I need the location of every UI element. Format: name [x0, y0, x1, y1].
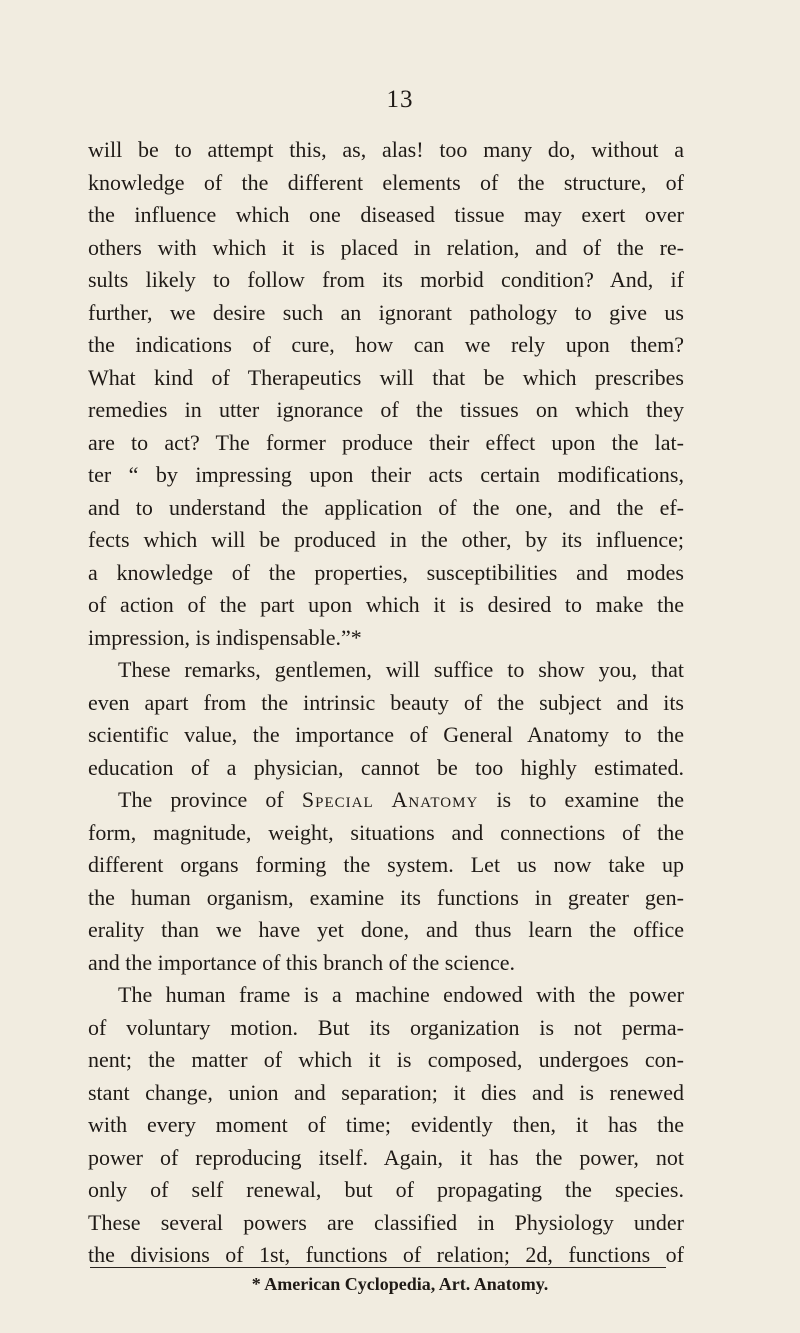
- text-line: fects which will be produced in the other, by its influence;: [88, 527, 684, 552]
- text-line: form, magnitude, weight, situations and connections of the: [88, 819, 684, 845]
- text-line: sults likely to follow from its morbid condition? And, if: [88, 267, 684, 292]
- text-line: stant change, union and separation; it dies and is renewed: [88, 1079, 684, 1105]
- page-number: 13: [386, 86, 414, 113]
- text-line: of action of the part upon which it is desired to make the: [88, 592, 684, 617]
- text-line: a knowledge of the properties, susceptibilities and modes: [88, 559, 684, 585]
- text-line: education of a physician, cannot be too highly estimated.: [88, 754, 684, 780]
- text-fragment: The province of: [118, 787, 284, 812]
- text-line: will be to attempt this, as, alas! too many do, without a: [88, 137, 684, 162]
- text-line: the indications of cure, how can we rely upon them?: [88, 332, 684, 357]
- text-line: These remarks, gentlemen, will suffice to show you, that: [118, 657, 684, 682]
- text-line: others with which it is placed in relation, and of the re-: [88, 234, 684, 260]
- text-line: remedies in utter ignorance of the tissues on which they: [88, 397, 684, 422]
- text-line: only of self renewal, but of propagating the species.: [88, 1177, 684, 1202]
- text-line: the divisions of 1st, functions of relation; 2d, functions of: [88, 1242, 684, 1267]
- text-line: knowledge of the different elements of the structure, of: [88, 169, 684, 195]
- text-line: The human frame is a machine endowed with the power: [118, 982, 684, 1007]
- text-line: These several powers are classified in Physiology under: [88, 1209, 684, 1235]
- text-line: with every moment of time; evidently then, it has the: [88, 1112, 684, 1137]
- text-line: and the importance of this branch of the science.: [88, 949, 516, 975]
- special-anatomy-term: Special Anatomy: [301, 787, 479, 812]
- text-line: different organs forming the system. Let us now take up: [88, 852, 684, 877]
- text-line: the human organism, examine its functions in greater gen-: [88, 884, 684, 910]
- text-line: even apart from the intrinsic beauty of the subject and its: [88, 689, 684, 715]
- text-line-province: [88, 784, 684, 817]
- text-line: power of reproducing itself. Again, it has the power, not: [88, 1144, 684, 1170]
- text-line: nent; the matter of which it is composed, undergoes con-: [88, 1047, 684, 1072]
- body-text: [88, 134, 684, 1272]
- text-line: and to understand the application of the one, and the ef-: [88, 494, 684, 520]
- text-fragment: is to examine the: [496, 787, 684, 812]
- text-line: further, we desire such an ignorant pathology to give us: [88, 299, 684, 325]
- footnote: * American Cyclopedia, Art. Anatomy.: [251, 1274, 549, 1294]
- text-line: the influence which one diseased tissue may exert over: [88, 202, 684, 227]
- text-line: ter “ by impressing upon their acts certain modifications,: [88, 462, 684, 487]
- text-line: impression, is indispensable.”*: [88, 624, 362, 650]
- text-line: are to act? The former produce their effect upon the lat-: [88, 429, 684, 455]
- text-line: What kind of Therapeutics will that be which prescribes: [88, 364, 684, 390]
- text-line: scientific value, the importance of General Anatomy to the: [88, 722, 684, 747]
- footnote-divider: [90, 1267, 666, 1268]
- text-line: erality than we have yet done, and thus learn the office: [88, 917, 684, 942]
- text-line: of voluntary motion. But its organization is not perma-: [88, 1014, 684, 1040]
